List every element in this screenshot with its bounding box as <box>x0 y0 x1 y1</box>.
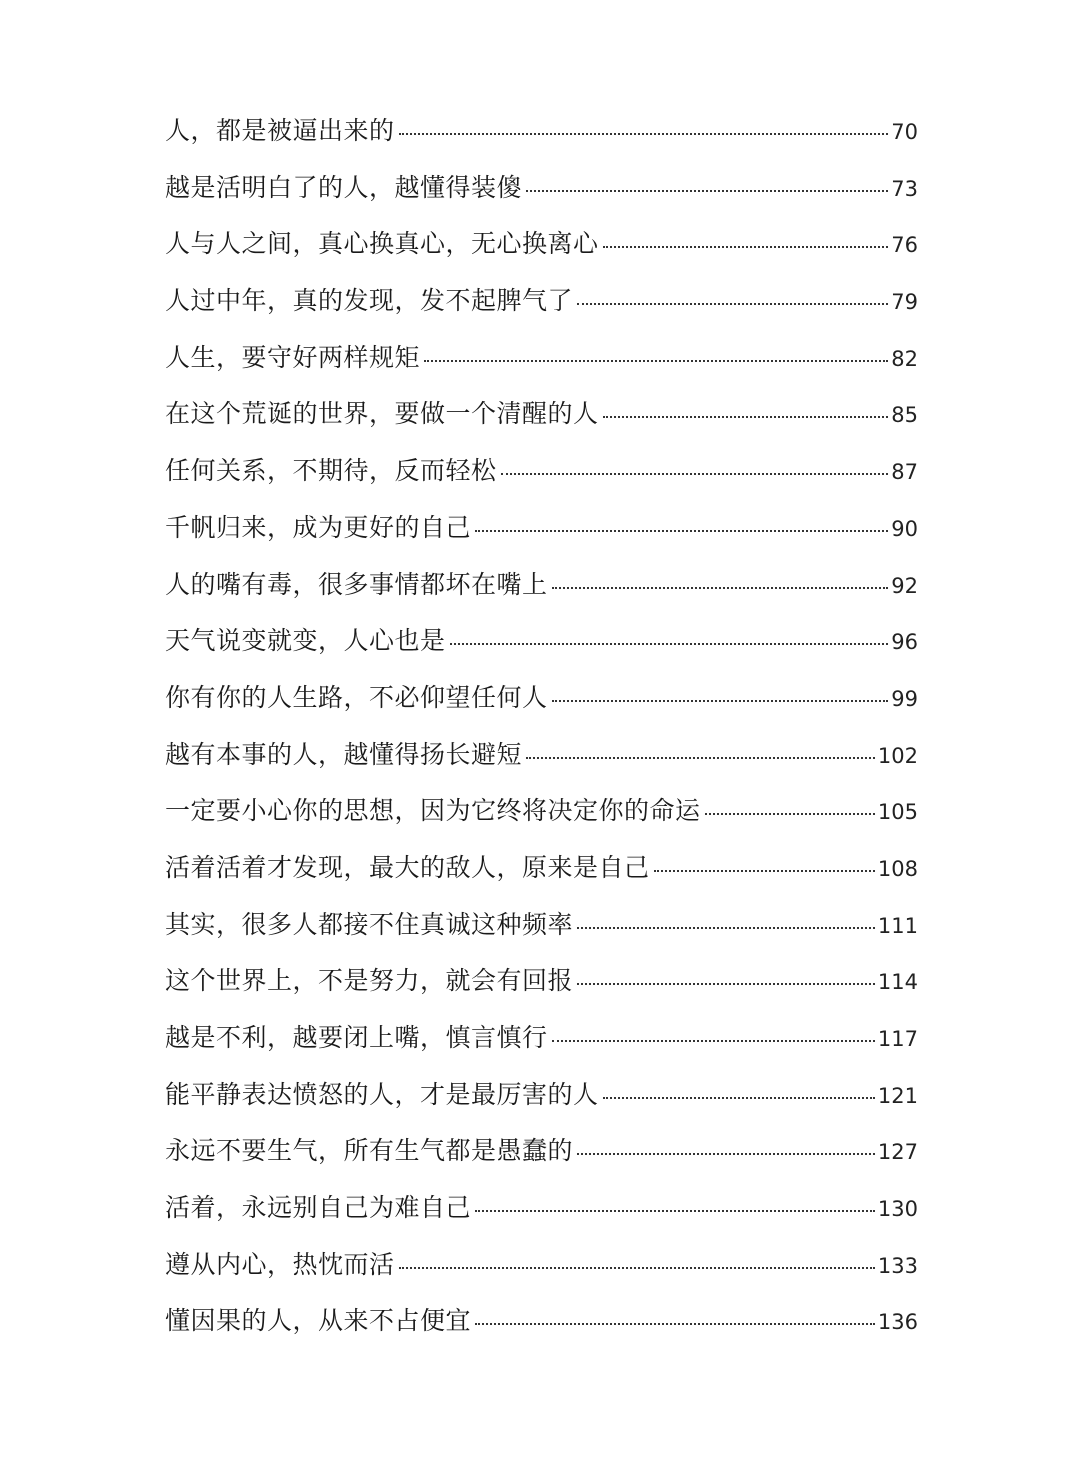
toc-entry-page-number: 92 <box>891 573 918 598</box>
toc-dot-leader <box>577 983 875 985</box>
toc-entry-title: 千帆归来，成为更好的自己 <box>165 512 472 542</box>
toc-entry <box>165 386 918 443</box>
toc-entry-title: 活着，永远别自己为难自己 <box>165 1193 472 1223</box>
toc-entry <box>165 897 918 954</box>
toc-dot-leader <box>705 813 875 815</box>
table-of-contents <box>165 103 918 1350</box>
toc-dot-leader <box>475 530 888 532</box>
toc-entry-title: 其实，很多人都接不住真诚这种频率 <box>165 909 574 939</box>
toc-entry-page-number: 76 <box>891 233 918 258</box>
toc-entry-title: 越有本事的人，越懂得扬长避短 <box>165 739 523 769</box>
toc-entry-title: 你有你的人生路，不必仰望任何人 <box>165 682 548 712</box>
toc-entry-page-number: 102 <box>877 743 918 768</box>
toc-entry <box>165 103 918 160</box>
toc-entry-title: 遵从内心，热忱而活 <box>165 1249 395 1279</box>
toc-entry-page-number: 99 <box>891 686 918 711</box>
toc-entry <box>165 1067 918 1124</box>
toc-entry-page-number: 108 <box>877 856 918 881</box>
toc-dot-leader <box>399 133 889 135</box>
toc-entry-page-number: 105 <box>877 800 918 825</box>
toc-dot-leader <box>475 1323 875 1325</box>
toc-entry <box>165 1293 918 1350</box>
toc-entry <box>165 783 918 840</box>
toc-entry <box>165 1010 918 1067</box>
toc-dot-leader <box>654 870 875 872</box>
toc-dot-leader <box>577 1153 875 1155</box>
toc-dot-leader <box>603 416 889 418</box>
toc-entry-title: 人过中年，真的发现，发不起脾气了 <box>165 286 574 316</box>
toc-entry-page-number: 130 <box>877 1197 918 1222</box>
toc-entry <box>165 1237 918 1294</box>
toc-entry-title: 懂因果的人，从来不占便宜 <box>165 1306 472 1336</box>
toc-entry-page-number: 121 <box>877 1083 918 1108</box>
toc-entry-title: 能平静表达愤怒的人，才是最厉害的人 <box>165 1079 599 1109</box>
toc-dot-leader <box>577 303 888 305</box>
toc-entry-title: 人与人之间，真心换真心，无心换离心 <box>165 229 599 259</box>
toc-dot-leader <box>399 1267 875 1269</box>
toc-dot-leader <box>552 700 889 702</box>
toc-entry-page-number: 111 <box>877 913 918 938</box>
toc-dot-leader <box>577 927 875 929</box>
toc-entry-title: 在这个荒诞的世界，要做一个清醒的人 <box>165 399 599 429</box>
toc-entry <box>165 670 918 727</box>
toc-entry <box>165 443 918 500</box>
toc-dot-leader <box>552 587 889 589</box>
toc-entry-title: 天气说变就变，人心也是 <box>165 626 446 656</box>
toc-entry-title: 任何关系，不期待，反而轻松 <box>165 456 497 486</box>
toc-entry <box>165 330 918 387</box>
toc-entry-page-number: 133 <box>877 1253 918 1278</box>
toc-entry <box>165 1180 918 1237</box>
toc-entry-page-number: 117 <box>877 1027 918 1051</box>
toc-entry-title: 越是活明白了的人，越懂得装傻 <box>165 172 523 202</box>
toc-entry-page-number: 85 <box>891 403 918 428</box>
toc-dot-leader <box>501 473 889 475</box>
toc-dot-leader <box>552 1040 875 1042</box>
toc-entry-page-number: 70 <box>891 120 918 144</box>
toc-entry-title: 人，都是被逼出来的 <box>165 116 395 145</box>
toc-entry-title: 人生，要守好两样规矩 <box>165 342 421 372</box>
toc-dot-leader <box>424 360 888 362</box>
toc-entry <box>165 216 918 273</box>
toc-entry-page-number: 136 <box>877 1310 918 1335</box>
toc-entry-page-number: 96 <box>891 630 918 655</box>
toc-entry-page-number: 73 <box>891 176 918 201</box>
toc-entry <box>165 840 918 897</box>
toc-entry-page-number: 127 <box>877 1140 918 1165</box>
toc-entry-title: 活着活着才发现，最大的敌人，原来是自己 <box>165 852 650 882</box>
toc-dot-leader <box>526 757 875 759</box>
toc-entry-title: 这个世界上，不是努力，就会有回报 <box>165 966 574 996</box>
toc-dot-leader <box>603 246 889 248</box>
toc-entry-title: 永远不要生气，所有生气都是愚蠢的 <box>165 1136 574 1166</box>
toc-entry <box>165 273 918 330</box>
toc-entry-page-number: 90 <box>891 516 918 541</box>
toc-entry <box>165 557 918 614</box>
toc-entry-page-number: 82 <box>891 346 918 371</box>
toc-entry <box>165 613 918 670</box>
toc-entry <box>165 160 918 217</box>
toc-entry <box>165 500 918 557</box>
toc-dot-leader <box>475 1210 875 1212</box>
toc-dot-leader <box>603 1097 875 1099</box>
toc-entry-page-number: 114 <box>877 970 918 995</box>
toc-entry-title: 一定要小心你的思想，因为它终将决定你的命运 <box>165 796 701 826</box>
toc-entry-page-number: 79 <box>891 290 918 315</box>
toc-dot-leader <box>526 190 888 192</box>
toc-entry-title: 越是不利，越要闭上嘴，慎言慎行 <box>165 1023 548 1052</box>
toc-entry-page-number: 87 <box>891 460 918 485</box>
toc-entry <box>165 953 918 1010</box>
toc-dot-leader <box>450 643 889 645</box>
toc-entry <box>165 1123 918 1180</box>
toc-entry-title: 人的嘴有毒，很多事情都坏在嘴上 <box>165 569 548 599</box>
toc-entry <box>165 727 918 784</box>
